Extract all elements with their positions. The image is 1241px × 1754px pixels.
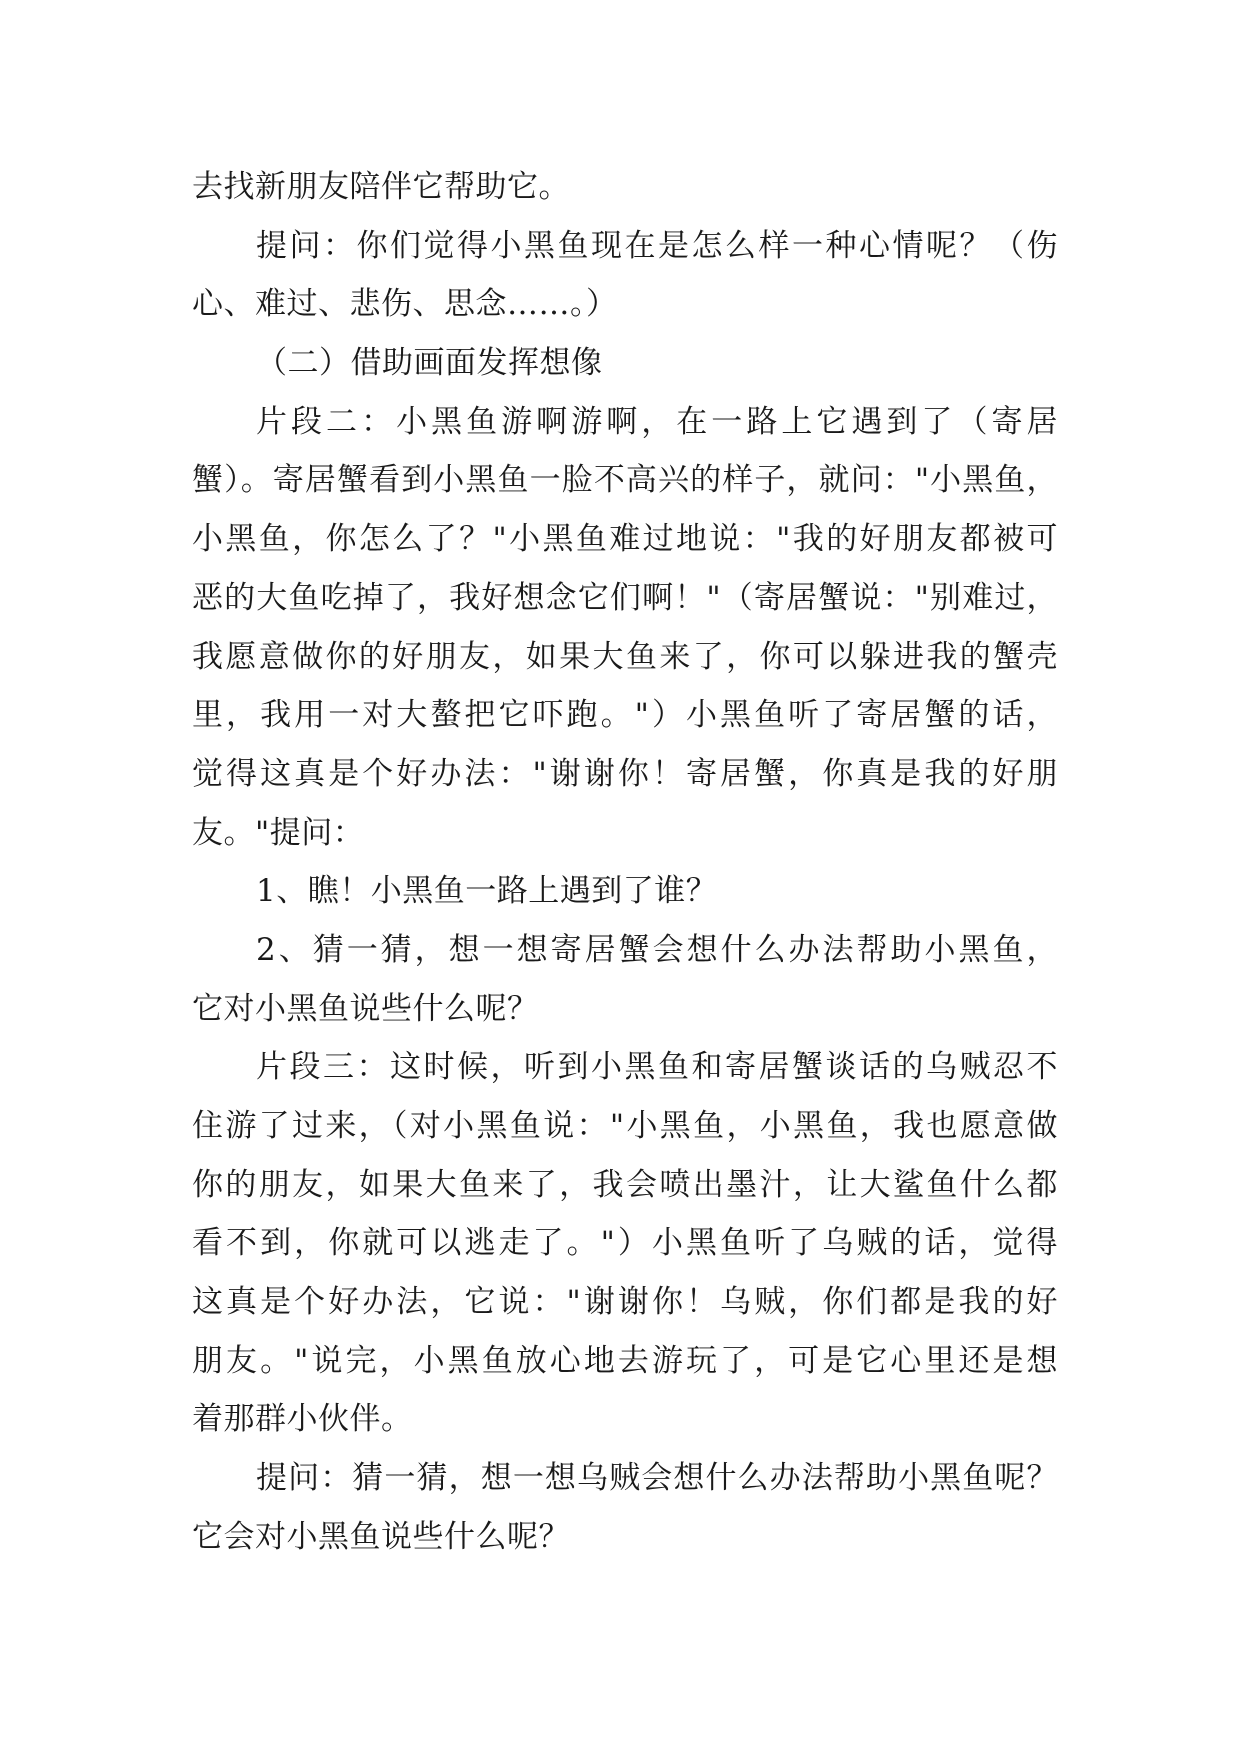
text-line: 住游了过来，（对小黑鱼说："小黑鱼，小黑鱼，我也愿意做 [192,1108,1058,1144]
text-line: 这真是个好办法，它说："谢谢你！乌贼，你们都是我的好 [192,1284,1058,1321]
text-line: 它会对小黑鱼说些什么呢？ [192,1518,570,1555]
text-line: 着那群小伙伴。 [192,1401,413,1438]
text-line: 蟹）。寄居蟹看到小黑鱼一脸不高兴的样子，就问："小黑鱼， [192,462,1058,499]
text-line: 去找新朋友陪伴它帮助它。 [192,169,570,205]
text-line: 它对小黑鱼说些什么呢？ [192,990,539,1027]
text-line: 我愿意做你的好朋友，如果大鱼来了，你可以躲进我的蟹壳 [192,638,1058,675]
text-line: 友。"提问： [192,814,365,851]
text-line: 心、难过、悲伤、思念……。） [192,286,618,323]
text-line: 觉得这真是个好办法："谢谢你！寄居蟹，你真是我的好朋 [192,755,1058,792]
text-line: 朋友。"说完，小黑鱼放心地去游玩了，可是它心里还是想 [192,1342,1058,1379]
text-line: 提问：猜一猜，想一想乌贼会想什么办法帮助小黑鱼呢？ [256,1460,1058,1497]
text-line: 里，我用一对大螯把它吓跑。"）小黑鱼听了寄居蟹的话， [192,697,1058,734]
text-line: 恶的大鱼吃掉了，我好想念它们啊！"（寄居蟹说："别难过， [192,579,1058,616]
text-line: 小黑鱼，你怎么了？"小黑鱼难过地说："我的好朋友都被可 [192,521,1058,558]
text-line: 片段三：这时候，听到小黑鱼和寄居蟹谈话的乌贼忍不 [256,1049,1058,1086]
text-line: 提问：你们觉得小黑鱼现在是怎么样一种心情呢？（伤 [256,227,1058,264]
text-line: 你的朋友，如果大鱼来了，我会喷出墨汁，让大鲨鱼什么都 [192,1166,1058,1203]
document-body [192,158,1058,1567]
text-line: （二）借助画面发挥想像 [256,345,603,382]
text-line: 看不到，你就可以逃走了。"）小黑鱼听了乌贼的话，觉得 [192,1225,1058,1262]
text-line: 2、猜一猜，想一想寄居蟹会想什么办法帮助小黑鱼， [256,931,1058,968]
text-line: 片段二：小黑鱼游啊游啊，在一路上它遇到了（寄居 [256,403,1058,440]
text-line: 1、瞧！小黑鱼一路上遇到了谁？ [256,873,718,910]
